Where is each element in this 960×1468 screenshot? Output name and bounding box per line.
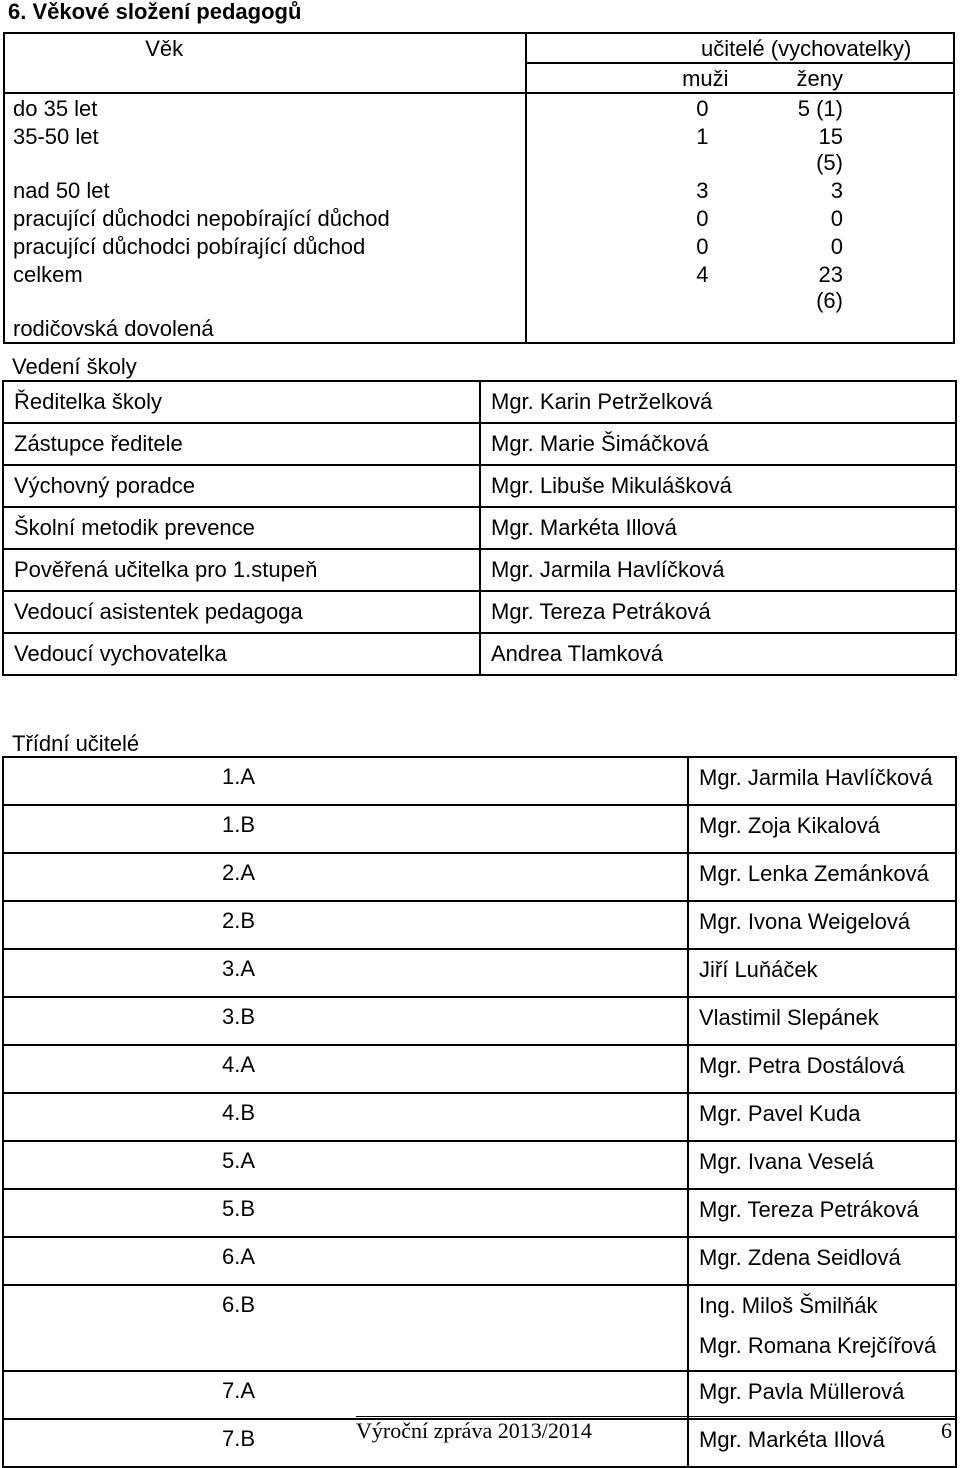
teacher-name-line: Mgr. Ivana Veselá: [699, 1149, 874, 1174]
table-row: [4, 232, 954, 260]
teacher-name: [688, 901, 956, 949]
teacher-name: [688, 1371, 956, 1419]
page-number: 6: [941, 1418, 952, 1443]
person-name: Andrea Tlamková: [480, 633, 956, 675]
row-label: pracující důchodci pobírající důchod: [4, 232, 526, 260]
person-name: Mgr. Tereza Petráková: [480, 591, 956, 633]
footer-divider: [356, 1416, 956, 1417]
men-value: 0: [526, 93, 788, 122]
list-item: [3, 591, 956, 633]
teacher-name: [688, 1141, 956, 1189]
class-label: 6.A: [3, 1237, 688, 1285]
list-item: [3, 1371, 956, 1419]
women-value: 0: [789, 232, 954, 260]
women-value: 5 (1): [789, 93, 954, 122]
list-item: [3, 997, 956, 1045]
table-row: [4, 176, 954, 204]
teacher-name: [688, 1285, 956, 1371]
table-header-row: [4, 33, 954, 63]
table-row: [4, 204, 954, 232]
teacher-name-line: Mgr. Markéta Illová: [699, 1427, 885, 1452]
col-age-header: Věk: [4, 33, 526, 63]
section-heading: 6. Věkové složení pedagogů: [8, 0, 302, 24]
teacher-name-line: Mgr. Zdena Seidlová: [699, 1245, 901, 1270]
women-value: 0: [789, 204, 954, 232]
list-item: [3, 949, 956, 997]
table-row: [4, 314, 954, 343]
teacher-name-line: Mgr. Jarmila Havlíčková: [699, 765, 933, 790]
class-label: 1.B: [3, 805, 688, 853]
role-label: Zástupce ředitele: [3, 423, 480, 465]
teacher-name-line: Mgr. Ivona Weigelová: [699, 909, 911, 934]
teacher-name-line: Mgr. Petra Dostálová: [699, 1053, 905, 1078]
teacher-name: [688, 1237, 956, 1285]
list-item: [3, 1141, 956, 1189]
table-row: [4, 260, 954, 314]
class-label: 7.A: [3, 1371, 688, 1419]
class-label: 4.B: [3, 1093, 688, 1141]
teacher-name-line: Vlastimil Slepánek: [699, 1005, 879, 1030]
list-item: [3, 1237, 956, 1285]
list-item: [3, 1285, 956, 1371]
row-label: celkem: [4, 260, 526, 314]
women-value: 3: [789, 176, 954, 204]
col-women-header: ženy: [789, 63, 954, 93]
teacher-name-line: Ing. Miloš Šmilňák: [699, 1293, 878, 1318]
men-value: 0: [696, 234, 709, 259]
footer-title: Výroční zpráva 2013/2014: [356, 1418, 592, 1443]
list-item: [3, 901, 956, 949]
row-label: 35-50 let: [4, 122, 526, 176]
men-value: 4: [696, 262, 709, 287]
list-item: [3, 757, 956, 805]
class-teachers-table: [2, 756, 957, 1468]
empty-cell: [526, 314, 954, 343]
teacher-name-line: Mgr. Tereza Petráková: [699, 1197, 919, 1222]
teacher-name: [688, 853, 956, 901]
list-item: [3, 1093, 956, 1141]
person-name: Mgr. Karin Petrželková: [480, 381, 956, 423]
teacher-name: [688, 997, 956, 1045]
list-item: [3, 549, 956, 591]
age-composition-table: [3, 32, 955, 344]
row-label: pracující důchodci nepobírající důchod: [4, 204, 526, 232]
leadership-table: [2, 380, 957, 676]
men-value: 1: [696, 124, 709, 149]
teacher-name: [688, 1093, 956, 1141]
class-teachers-caption: Třídní učitelé: [12, 731, 140, 756]
teacher-name-line: Mgr. Pavla Müllerová: [699, 1379, 905, 1404]
role-label: Pověřená učitelka pro 1.stupeň: [3, 549, 480, 591]
role-label: Vedoucí asistentek pedagoga: [3, 591, 480, 633]
list-item: [3, 853, 956, 901]
class-label: 3.A: [3, 949, 688, 997]
class-label: 7.B: [3, 1419, 688, 1467]
role-label: Vedoucí vychovatelka: [3, 633, 480, 675]
teacher-name-line: Mgr. Pavel Kuda: [699, 1101, 861, 1126]
teacher-name: [688, 1189, 956, 1237]
row-label: do 35 let: [4, 93, 526, 122]
row-label: nad 50 let: [4, 176, 526, 204]
list-item: [3, 1045, 956, 1093]
women-value: 23 (6): [789, 260, 954, 314]
women-value: 15 (5): [789, 122, 954, 176]
teacher-name: [688, 949, 956, 997]
row-label: rodičovská dovolená: [4, 314, 526, 343]
table-subheader-row: [4, 63, 954, 93]
list-item: [3, 423, 956, 465]
leadership-caption: Vedení školy: [12, 354, 137, 379]
role-label: Ředitelka školy: [3, 381, 480, 423]
class-label: 3.B: [3, 997, 688, 1045]
teacher-name-line: Mgr. Romana Krejčířová: [699, 1333, 937, 1358]
class-label: 2.B: [3, 901, 688, 949]
list-item: [3, 633, 956, 675]
page-footer: [356, 1418, 956, 1444]
role-label: Školní metodik prevence: [3, 507, 480, 549]
person-name: Mgr. Marie Šimáčková: [480, 423, 956, 465]
list-item: [3, 507, 956, 549]
class-label: 4.A: [3, 1045, 688, 1093]
col-group-header: učitelé (vychovatelky): [526, 33, 954, 63]
class-label: 1.A: [3, 757, 688, 805]
class-label: 5.B: [3, 1189, 688, 1237]
col-men-header: muži: [526, 63, 788, 93]
list-item: [3, 465, 956, 507]
men-value: 3: [696, 178, 709, 203]
teacher-name: [688, 805, 956, 853]
list-item: [3, 381, 956, 423]
teacher-name-line: Jiří Luňáček: [699, 957, 818, 982]
person-name: Mgr. Libuše Mikulášková: [480, 465, 956, 507]
teacher-name-line: Mgr. Lenka Zemánková: [699, 861, 929, 886]
table-row: [4, 122, 954, 176]
teacher-name: [688, 1045, 956, 1093]
teacher-name: [688, 757, 956, 805]
role-label: Výchovný poradce: [3, 465, 480, 507]
class-label: 5.A: [3, 1141, 688, 1189]
teacher-name-line: Mgr. Zoja Kikalová: [699, 813, 880, 838]
class-label: 2.A: [3, 853, 688, 901]
class-label: 6.B: [3, 1285, 688, 1371]
men-value: 0: [696, 206, 709, 231]
list-item: [3, 805, 956, 853]
list-item: [3, 1189, 956, 1237]
person-name: Mgr. Markéta Illová: [480, 507, 956, 549]
table-row: [4, 93, 954, 122]
person-name: Mgr. Jarmila Havlíčková: [480, 549, 956, 591]
